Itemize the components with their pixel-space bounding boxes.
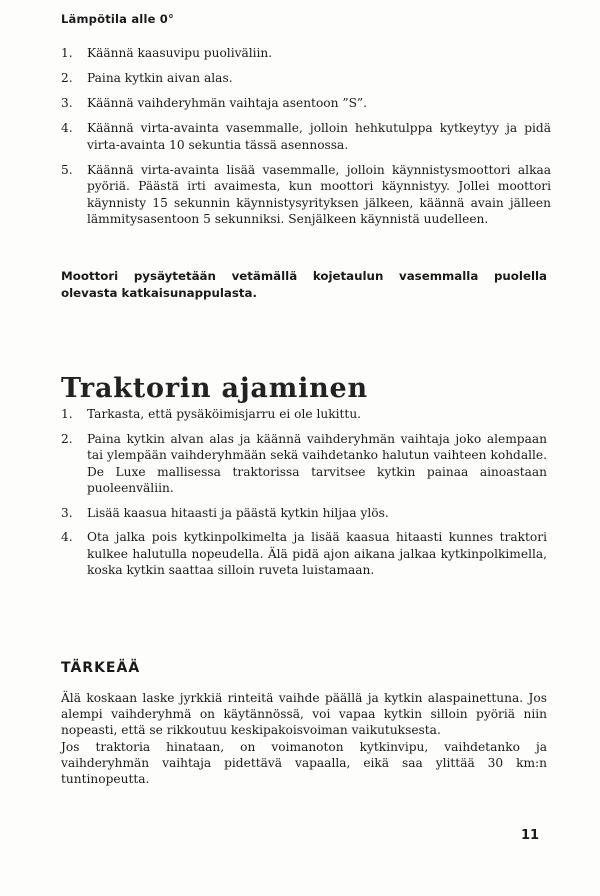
page-number: 11	[521, 828, 540, 843]
list-item	[61, 95, 551, 112]
step-text: Ota jalka pois kytkinpolkimelta ja lisää kaasua hitaasti kunnes traktori kulkee halutulla nopeudella. Älä pidä ajon aikana jalkaa kytkinpolkimella, koska kytkin saattaa silloin ruveta luistamaan.	[87, 530, 547, 577]
step-text: Käännä virta-avainta lisää vasemmalle, jolloin käynnistysmoottori alkaa pyöriä. Päästä irti avaimesta, kun moottori käynnistyy. Jollei moottori käynnisty 15 sekunnin käynnistysyrityksen jälkeen, käännä avain jälleen lämmitysasentoon 5 sekunniksi. Senjälkeen käynnistä uudelleen.	[87, 162, 551, 226]
section-title: Traktorin ajaminen	[61, 373, 368, 405]
list-item	[61, 406, 547, 423]
step-text: Käännä vaihderyhmän vaihtaja asentoon ”S”.	[87, 96, 368, 110]
step-number: 2.	[61, 71, 73, 85]
list-item	[61, 70, 551, 87]
step-text: Tarkasta, että pysäköimisjarru ei ole lukittu.	[87, 407, 362, 421]
step-number: 3.	[61, 96, 73, 110]
warning-heading: TÄRKEÄÄ	[61, 660, 141, 676]
step-number: 3.	[61, 505, 73, 520]
step-text: Lisää kaasua hitaasti ja päästä kytkin hiljaa ylös.	[87, 505, 389, 520]
step-number: 1.	[61, 46, 73, 60]
step-text: Paina kytkin alvan alas ja käännä vaihderyhmän vaihtaja joko alempaan tai ylempään vaihderyhmään sekä vaihdetanko halutun vaihteen kohdalle. De Luxe mallisessa traktorissa tarvitsee kytkin painaa ainoastaan puoleenväliin.	[87, 431, 547, 495]
step-text: Käännä virta-avainta vasemmalle, jolloin hehkutulppa kytkeytyy ja pidä virta-avainta 10 sekuntia tässä asennossa.	[87, 121, 551, 152]
cold-start-steps	[61, 45, 551, 236]
step-number: 4.	[61, 121, 73, 135]
warning-paragraph: Jos traktoria hinataan, on voimanoton kytkinvipu, vaihdetanko ja vaihderyhmän vaihtaja pidettävä vapaalla, eikä saa ylittää 30 km:n tuntinopeutta.	[61, 739, 547, 787]
warning-paragraph: Älä koskaan laske jyrkkiä rinteitä vaihde päällä ja kytkin alaspainettuna. Jos alempi vaihderyhmä on käytännössä, voi vapaa kytkin silloin pyöriä niin nopeasti, että se rikkoutuu keskipakoisvoiman vaikutuksesta.	[61, 691, 547, 738]
step-number: 4.	[61, 530, 73, 544]
list-item	[61, 45, 551, 62]
cold-start-heading: Lämpötila alle 0°	[61, 12, 174, 26]
list-item	[61, 162, 551, 228]
list-item	[61, 529, 547, 579]
step-number: 2.	[61, 431, 73, 446]
driving-steps	[61, 406, 547, 587]
list-item	[61, 505, 547, 522]
step-text: Käännä kaasuvipu puoliväliin.	[87, 46, 273, 60]
step-text: Paina kytkin aivan alas.	[87, 71, 233, 85]
list-item	[61, 120, 551, 153]
step-number: 1.	[61, 407, 73, 421]
engine-stop-note: Moottori pysäytetään vetämällä kojetaulun vasemmalla puolella olevasta katkaisunappulasta.	[61, 269, 547, 300]
step-number: 5.	[61, 162, 73, 177]
warning-body	[61, 690, 547, 787]
list-item	[61, 431, 547, 497]
